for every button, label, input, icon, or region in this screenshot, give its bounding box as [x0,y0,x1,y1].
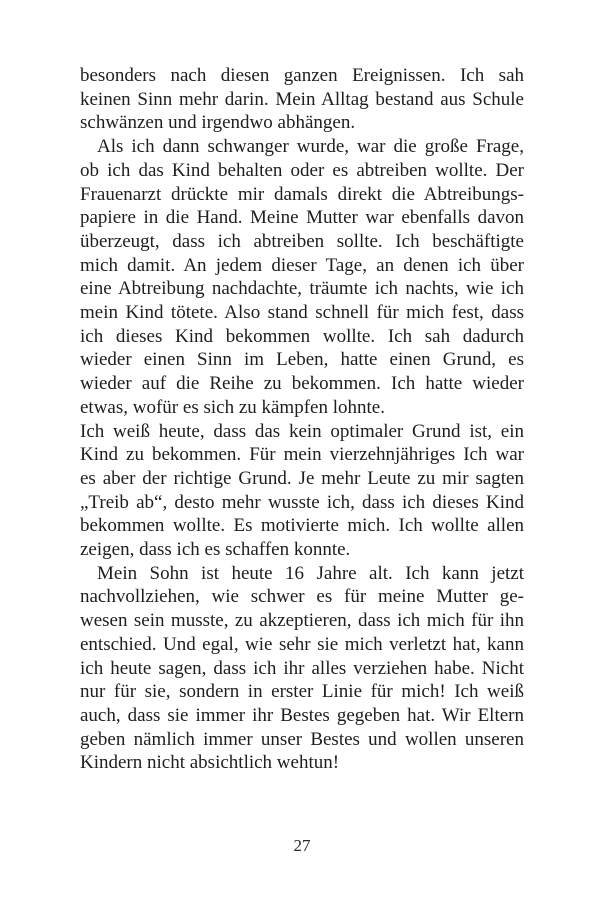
text-line: wesen sein musste, zu akzeptieren, dass ich mich für ihn [80,610,524,632]
text-line: auch, dass sie immer ihr Bestes gegeben hat. Wir Eltern [80,704,524,726]
text-line: ich heute sagen, dass ich ihr alles verziehen habe. Nicht [80,657,524,679]
text-line: „Treib ab“, desto mehr wusste ich, dass ich dieses Kind [80,491,524,513]
text-line: zeigen, dass ich es schaffen konnte. [80,539,351,561]
text-line: wieder auf die Reihe zu bekommen. Ich hatte wieder [80,373,524,395]
text-line: es aber der richtige Grund. Je mehr Leute zu mir sagten [80,467,524,489]
text-line: geben nämlich immer unser Bestes und wollen unseren [80,728,524,750]
text-line: ich dieses Kind bekommen wollte. Ich sah dadurch [80,325,524,347]
text-line: nur für sie, sondern in erster Linie für mich! Ich weiß [80,681,524,703]
text-line: mein Kind tötete. Also stand schnell für mich fest, dass [80,302,524,324]
page-number: 27 [293,836,311,855]
text-line: ob ich das Kind behalten oder es abtreiben wollte. Der [80,159,524,181]
text-line: wieder einen Sinn im Leben, hatte einen Grund, es [80,349,524,371]
body-text [80,64,524,775]
text-line: schwänzen und irgendwo abhängen. [80,112,356,134]
text-line: nachvollziehen, wie schwer es für meine Mutter ge- [80,586,524,608]
text-line: entschied. Und egal, wie sehr sie mich verletzt hat, kann [80,633,524,655]
text-line: bekommen wollte. Es motivierte mich. Ich wollte allen [80,515,524,537]
text-line: etwas, wofür es sich zu kämpfen lohnte. [80,396,385,418]
text-line: papiere in die Hand. Meine Mutter war ebenfalls davon [80,207,524,229]
text-line: eine Abtreibung nachdachte, träumte ich nachts, wie ich [80,278,524,300]
text-line: besonders nach diesen ganzen Ereignissen. Ich sah [80,65,524,86]
text-line: Mein Sohn ist heute 16 Jahre alt. Ich kann jetzt [97,562,524,584]
text-line: Kindern nicht absichtlich wehtun! [80,752,340,774]
text-line: mich damit. An jedem dieser Tage, an denen ich über [80,254,524,276]
text-line: Ich weiß heute, dass das kein optimaler Grund ist, ein [80,420,524,442]
text-line: Frauenarzt drückte mir damals direkt die Abtreibungs- [80,183,524,205]
text-line: Als ich dann schwanger wurde, war die große Frage, [97,136,524,158]
text-line: überzeugt, dass ich abtreiben sollte. Ich beschäftigte [80,230,524,252]
text-line: keinen Sinn mehr darin. Mein Alltag bestand aus Schule [80,88,524,110]
text-line: Kind zu bekommen. Für mein vierzehnjähriges Ich war [80,444,524,466]
